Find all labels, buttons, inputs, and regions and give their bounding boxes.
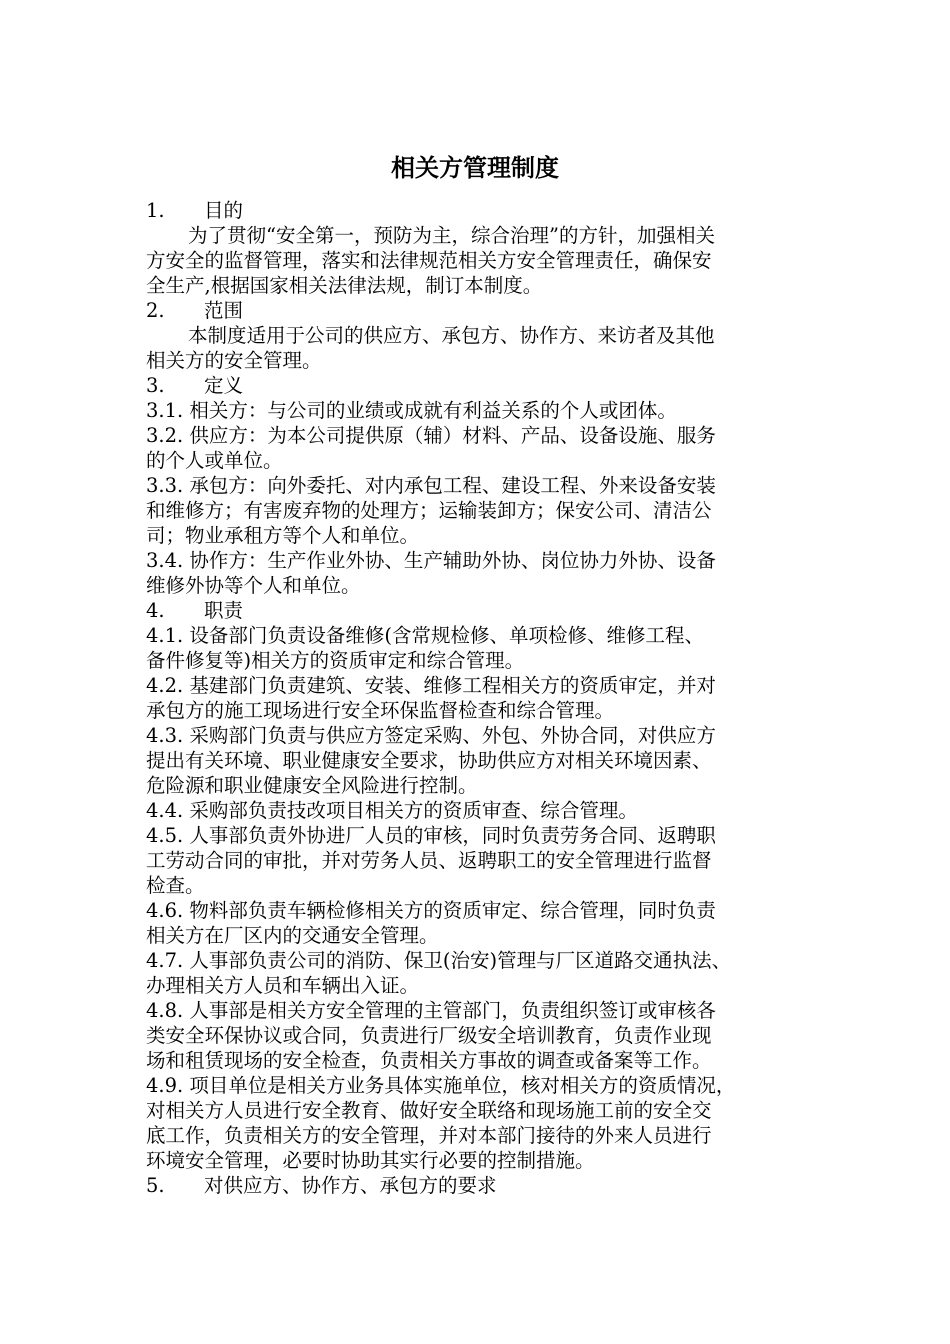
- paragraph-line: 环境安全管理，必要时协助其实行必要的控制措施。: [146, 1149, 595, 1172]
- paragraph-line: 3.1. 相关方：与公司的业绩或成就有利益关系的个人或团体。: [146, 399, 677, 422]
- paragraph-line: 4.3. 采购部门负责与供应方签定采购、外包、外协合同，对供应方: [146, 724, 716, 747]
- paragraph-line: 4.7. 人事部负责公司的消防、保卫(治安)管理与厂区道路交通执法、: [146, 949, 732, 972]
- paragraph-line: 4.6. 物料部负责车辆检修相关方的资质审定、综合管理，同时负责: [146, 899, 716, 922]
- paragraph-line: 的个人或单位。: [146, 449, 283, 472]
- paragraph-line: 对相关方人员进行安全教育、做好安全联络和现场施工前的安全交: [146, 1099, 712, 1122]
- paragraph-line: 类安全环保协议或合同，负责进行厂级安全培训教育，负责作业现: [146, 1024, 712, 1047]
- paragraph-line: 4.1. 设备部门负责设备维修(含常规检修、单项检修、维修工程、: [146, 624, 705, 647]
- section-heading: [146, 1173, 821, 1198]
- paragraph-line: 备件修复等)相关方的资质审定和综合管理。: [146, 649, 525, 672]
- section-heading-text: 职责: [204, 599, 244, 622]
- paragraph-line: 司；物业承租方等个人和单位。: [146, 524, 420, 547]
- section-heading-text: 定义: [204, 374, 244, 397]
- section-number: 3.: [146, 374, 165, 397]
- section-heading: [146, 198, 821, 223]
- section-number: 5.: [146, 1174, 165, 1197]
- paragraph-line: 4.8. 人事部是相关方安全管理的主管部门，负责组织签订或审核各: [146, 999, 716, 1022]
- paragraph-line: 方安全的监督管理，落实和法律规范相关方安全管理责任，确保安: [146, 249, 712, 272]
- document-title: 相关方管理制度: [391, 153, 559, 182]
- section-number: 2.: [146, 299, 165, 322]
- section-number: 4.: [146, 599, 165, 622]
- paragraph-line: 全生产,根据国家相关法律法规，制订本制度。: [146, 274, 543, 297]
- section-heading: [146, 598, 821, 623]
- paragraph-line: 3.2. 供应方：为本公司提供原（辅）材料、产品、设备设施、服务: [146, 424, 716, 447]
- paragraph-line: 检查。: [146, 874, 205, 897]
- paragraph-line: 和维修方；有害废弃物的处理方；运输装卸方；保安公司、清洁公: [146, 499, 712, 522]
- paragraph-line: 4.5. 人事部负责外协进厂人员的审核，同时负责劳务合同、返聘职: [146, 824, 716, 847]
- paragraph-line: 维修外协等个人和单位。: [146, 574, 361, 597]
- paragraph-line: 危险源和职业健康安全风险进行控制。: [146, 774, 478, 797]
- section-heading-text: 目的: [204, 199, 244, 222]
- paragraph-line: 场和租赁现场的安全检查，负责相关方事故的调查或备案等工作。: [146, 1049, 712, 1072]
- document-body: [146, 198, 821, 1198]
- section-heading: [146, 298, 821, 323]
- paragraph-line: 承包方的施工现场进行安全环保监督检查和综合管理。: [146, 699, 615, 722]
- paragraph-line: 相关方在厂区内的交通安全管理。: [146, 924, 439, 947]
- paragraph-line: 3.3. 承包方：向外委托、对内承包工程、建设工程、外来设备安装: [146, 474, 716, 497]
- paragraph-line: 办理相关方人员和车辆出入证。: [146, 974, 420, 997]
- paragraph-line: 4.9. 项目单位是相关方业务具体实施单位，核对相关方的资质情况，: [146, 1074, 736, 1097]
- paragraph-line: 提出有关环境、职业健康安全要求，协助供应方对相关环境因素、: [146, 749, 712, 772]
- paragraph-line: 工劳动合同的审批，并对劳务人员、返聘职工的安全管理进行监督: [146, 849, 712, 872]
- paragraph-line: 3.4. 协作方：生产作业外协、生产辅助外协、岗位协力外协、设备: [146, 549, 716, 572]
- section-heading-text: 范围: [204, 299, 244, 322]
- paragraph-line: 本制度适用于公司的供应方、承包方、协作方、来访者及其他: [188, 324, 715, 347]
- section-heading: [146, 373, 821, 398]
- paragraph-line: 为了贯彻“安全第一，预防为主，综合治理”的方针，加强相关: [188, 224, 715, 247]
- paragraph-line: 相关方的安全管理。: [146, 349, 322, 372]
- section-number: 1.: [146, 199, 165, 222]
- section-heading-text: 对供应方、协作方、承包方的要求: [204, 1174, 497, 1197]
- paragraph-line: 4.2. 基建部门负责建筑、安装、维修工程相关方的资质审定，并对: [146, 674, 716, 697]
- paragraph-line: 底工作，负责相关方的安全管理，并对本部门接待的外来人员进行: [146, 1124, 712, 1147]
- paragraph-line: 4.4. 采购部负责技改项目相关方的资质审查、综合管理。: [146, 799, 638, 822]
